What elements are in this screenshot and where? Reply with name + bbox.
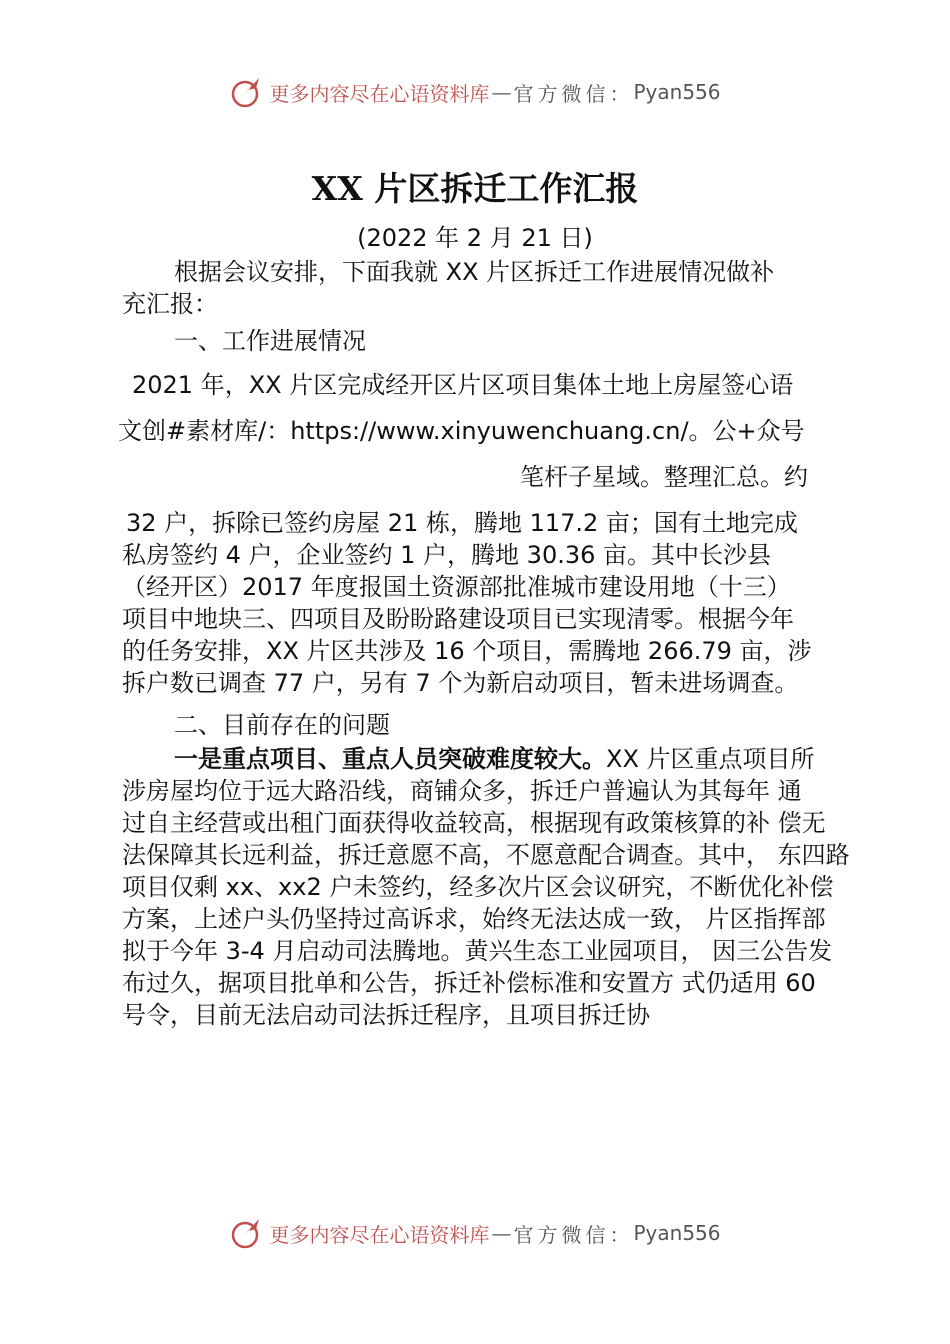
quill-logo-icon [229, 74, 265, 110]
section2-first-line-rest: XX 片区重点项目所 [606, 745, 815, 773]
intro-line: 根据会议安排，下面我就 XX 片区拆迁工作进展情况做补 [174, 258, 775, 286]
banner-wechat-id: Pyan556 [633, 80, 721, 104]
section2-paragraph [122, 743, 852, 1031]
section2-line: 拟于今年 3-4 月启动司法腾地。黄兴生态工业园项目， 因三公告发 [122, 937, 833, 965]
section1-line: 32 户，拆除已签约房屋 21 栋，腾地 117.2 亩；国有土地完成 [126, 509, 798, 537]
section1-line: 项目中地块三、四项目及盼盼路建设项目已实现清零。根据今年 [122, 605, 794, 633]
section2-line: 布过久，据项目批单和公告，拆迁补偿标准和安置方 式仍适用 60 [122, 969, 816, 997]
intro-paragraph [122, 256, 852, 320]
section1-line: （经开区）2017 年度报国土资源部批准城市建设用地（十三） [122, 573, 791, 601]
footer-banner [0, 1213, 950, 1253]
section2-line: 号令，目前无法启动司法拆迁程序，且项目拆迁协 [122, 1001, 650, 1029]
quill-logo-icon [229, 1215, 265, 1251]
section2-line: 法保障其长远利益，拆迁意愿不高，不愿意配合调查。其中， 东四路 [122, 841, 850, 869]
section1-line: 文创#素材库/：https://www.xinyuwenchuang.cn/。公+众号 [118, 417, 805, 445]
banner-separator: — [491, 1221, 512, 1245]
section2-first-line [122, 743, 852, 775]
section2-bold-lead: 一是重点项目、重点人员突破难度较大。 [174, 745, 606, 773]
banner-wechat-id: Pyan556 [633, 1221, 721, 1245]
banner-text: 更多内容尽在心语资料库 [269, 1222, 490, 1247]
section1-paragraph [122, 507, 856, 699]
document-date: (2022 年 2 月 21 日) [357, 224, 593, 252]
section1-heading: 一、工作进展情况 [174, 327, 366, 355]
section2-heading: 二、目前存在的问题 [174, 711, 390, 739]
section2-line: 方案，上述户头仍坚持过高诉求，始终无法达成一致， 片区指挥部 [122, 905, 826, 933]
section1-line: 笔杆子星域。整理汇总。约 [520, 463, 808, 491]
section1-line: 2021 年，XX 片区完成经开区片区项目集体土地上房屋签心语 [132, 371, 794, 399]
section2-line: 项目仅剩 xx、xx2 户未签约，经多次片区会议研究，不断优化补偿 [122, 873, 834, 901]
document-title: XX 片区拆迁工作汇报 [311, 169, 639, 208]
section1-line: 私房签约 4 户，企业签约 1 户，腾地 30.36 亩。其中长沙县 [122, 541, 772, 569]
section1-line: 拆户数已调查 77 户，另有 7 个为新启动项目，暂未进场调查。 [122, 669, 799, 697]
banner-separator: — [491, 80, 512, 104]
section1-line: 的任务安排，XX 片区共涉及 16 个项目，需腾地 266.79 亩，涉 [122, 637, 812, 665]
banner-wechat-label: 官方微信： [513, 81, 634, 106]
section2-line: 涉房屋均位于远大路沿线，商铺众多，拆迁户普遍认为其每年 通 [122, 777, 802, 805]
banner-text: 更多内容尽在心语资料库 [269, 81, 490, 106]
header-banner [0, 72, 950, 112]
banner-wechat-label: 官方微信： [513, 1222, 634, 1247]
intro-line: 充汇报： [122, 290, 218, 318]
section2-line: 过自主经营或出租门面获得收益较高，根据现有政策核算的补 偿无 [122, 809, 826, 837]
